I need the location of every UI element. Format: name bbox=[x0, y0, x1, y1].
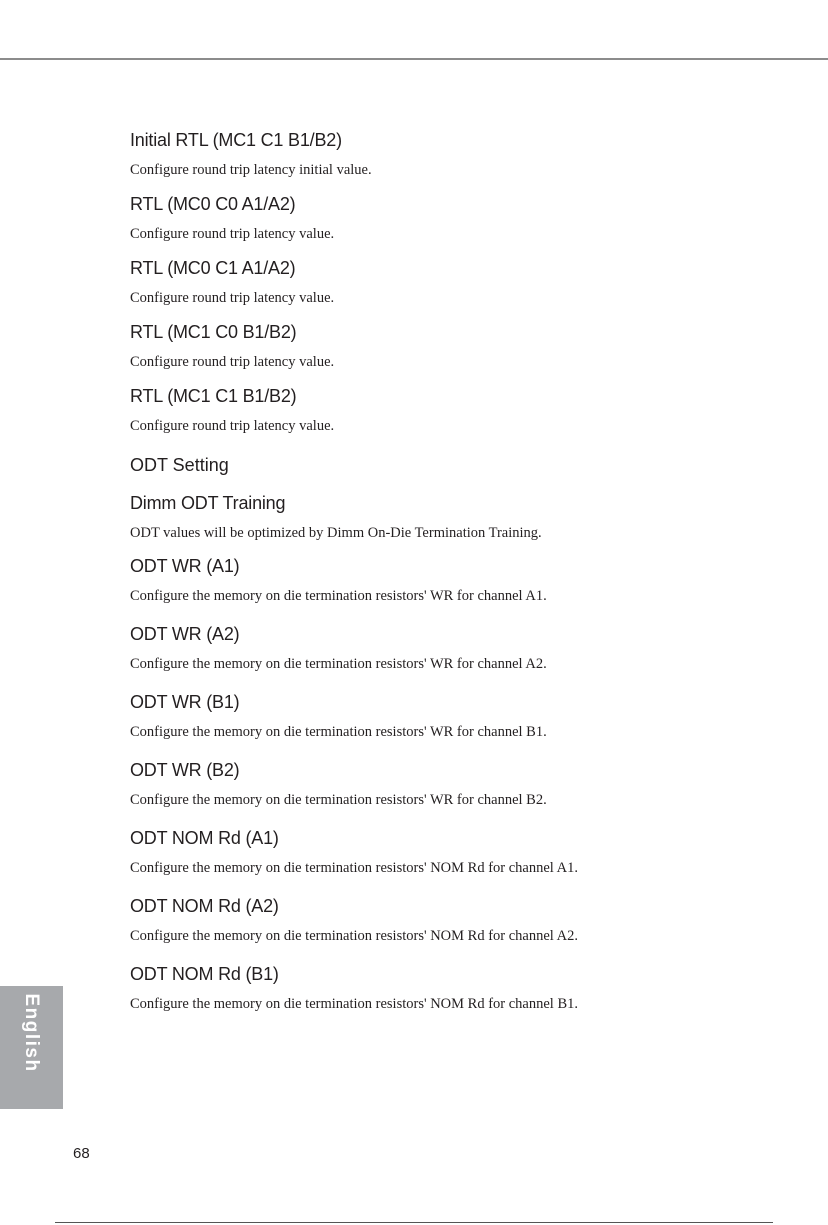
setting-heading: RTL (MC1 C0 B1/B2) bbox=[130, 322, 297, 342]
setting-item bbox=[130, 191, 790, 244]
setting-heading: ODT WR (A1) bbox=[130, 556, 240, 576]
side-tab-label: English bbox=[21, 993, 42, 1073]
setting-item bbox=[130, 553, 790, 606]
setting-heading: Initial RTL (MC1 C1 B1/B2) bbox=[130, 130, 342, 150]
setting-heading: ODT NOM Rd (B1) bbox=[130, 964, 279, 984]
setting-description: Configure the memory on die termination resistors' NOM Rd for channel A1. bbox=[130, 860, 578, 876]
setting-heading: ODT WR (B1) bbox=[130, 692, 240, 712]
setting-description: Configure the memory on die termination resistors' NOM Rd for channel A2. bbox=[130, 928, 578, 944]
setting-heading: RTL (MC0 C0 A1/A2) bbox=[130, 194, 296, 214]
setting-description: Configure the memory on die termination resistors' WR for channel B1. bbox=[130, 724, 547, 740]
setting-description: Configure round trip latency value. bbox=[130, 418, 335, 434]
page-content bbox=[130, 127, 790, 1014]
setting-item bbox=[130, 893, 790, 946]
setting-heading: ODT WR (A2) bbox=[130, 624, 240, 644]
setting-item bbox=[130, 961, 790, 1014]
setting-heading: Dimm ODT Training bbox=[130, 493, 286, 513]
setting-description: Configure the memory on die termination resistors' WR for channel A1. bbox=[130, 588, 547, 604]
setting-item bbox=[130, 255, 790, 308]
setting-description: Configure the memory on die termination resistors' NOM Rd for channel B1. bbox=[130, 996, 578, 1012]
top-divider bbox=[0, 58, 828, 60]
setting-item bbox=[130, 319, 790, 372]
setting-description: Configure round trip latency value. bbox=[130, 354, 335, 370]
setting-heading: RTL (MC0 C1 A1/A2) bbox=[130, 258, 296, 278]
setting-item bbox=[130, 383, 790, 436]
setting-item bbox=[130, 757, 790, 810]
setting-heading: ODT WR (B2) bbox=[130, 760, 240, 780]
page-number: 68 bbox=[73, 1145, 90, 1162]
setting-description: Configure round trip latency initial value. bbox=[130, 162, 372, 178]
setting-description: Configure the memory on die termination resistors' WR for channel A2. bbox=[130, 656, 547, 672]
setting-description: Configure round trip latency value. bbox=[130, 226, 335, 242]
setting-heading: RTL (MC1 C1 B1/B2) bbox=[130, 386, 297, 406]
setting-description: ODT values will be optimized by Dimm On-Die Termination Training. bbox=[130, 525, 542, 541]
section-title-odt: ODT Setting bbox=[130, 455, 229, 475]
setting-description: Configure the memory on die termination resistors' WR for channel B2. bbox=[130, 792, 547, 808]
setting-heading: ODT NOM Rd (A2) bbox=[130, 896, 279, 916]
setting-item bbox=[130, 490, 790, 543]
setting-item bbox=[130, 689, 790, 742]
bottom-divider bbox=[55, 1222, 773, 1223]
setting-item bbox=[130, 825, 790, 878]
setting-heading: ODT NOM Rd (A1) bbox=[130, 828, 279, 848]
setting-item bbox=[130, 127, 790, 180]
language-side-tab bbox=[0, 986, 63, 1109]
setting-item bbox=[130, 621, 790, 674]
setting-description: Configure round trip latency value. bbox=[130, 290, 335, 306]
